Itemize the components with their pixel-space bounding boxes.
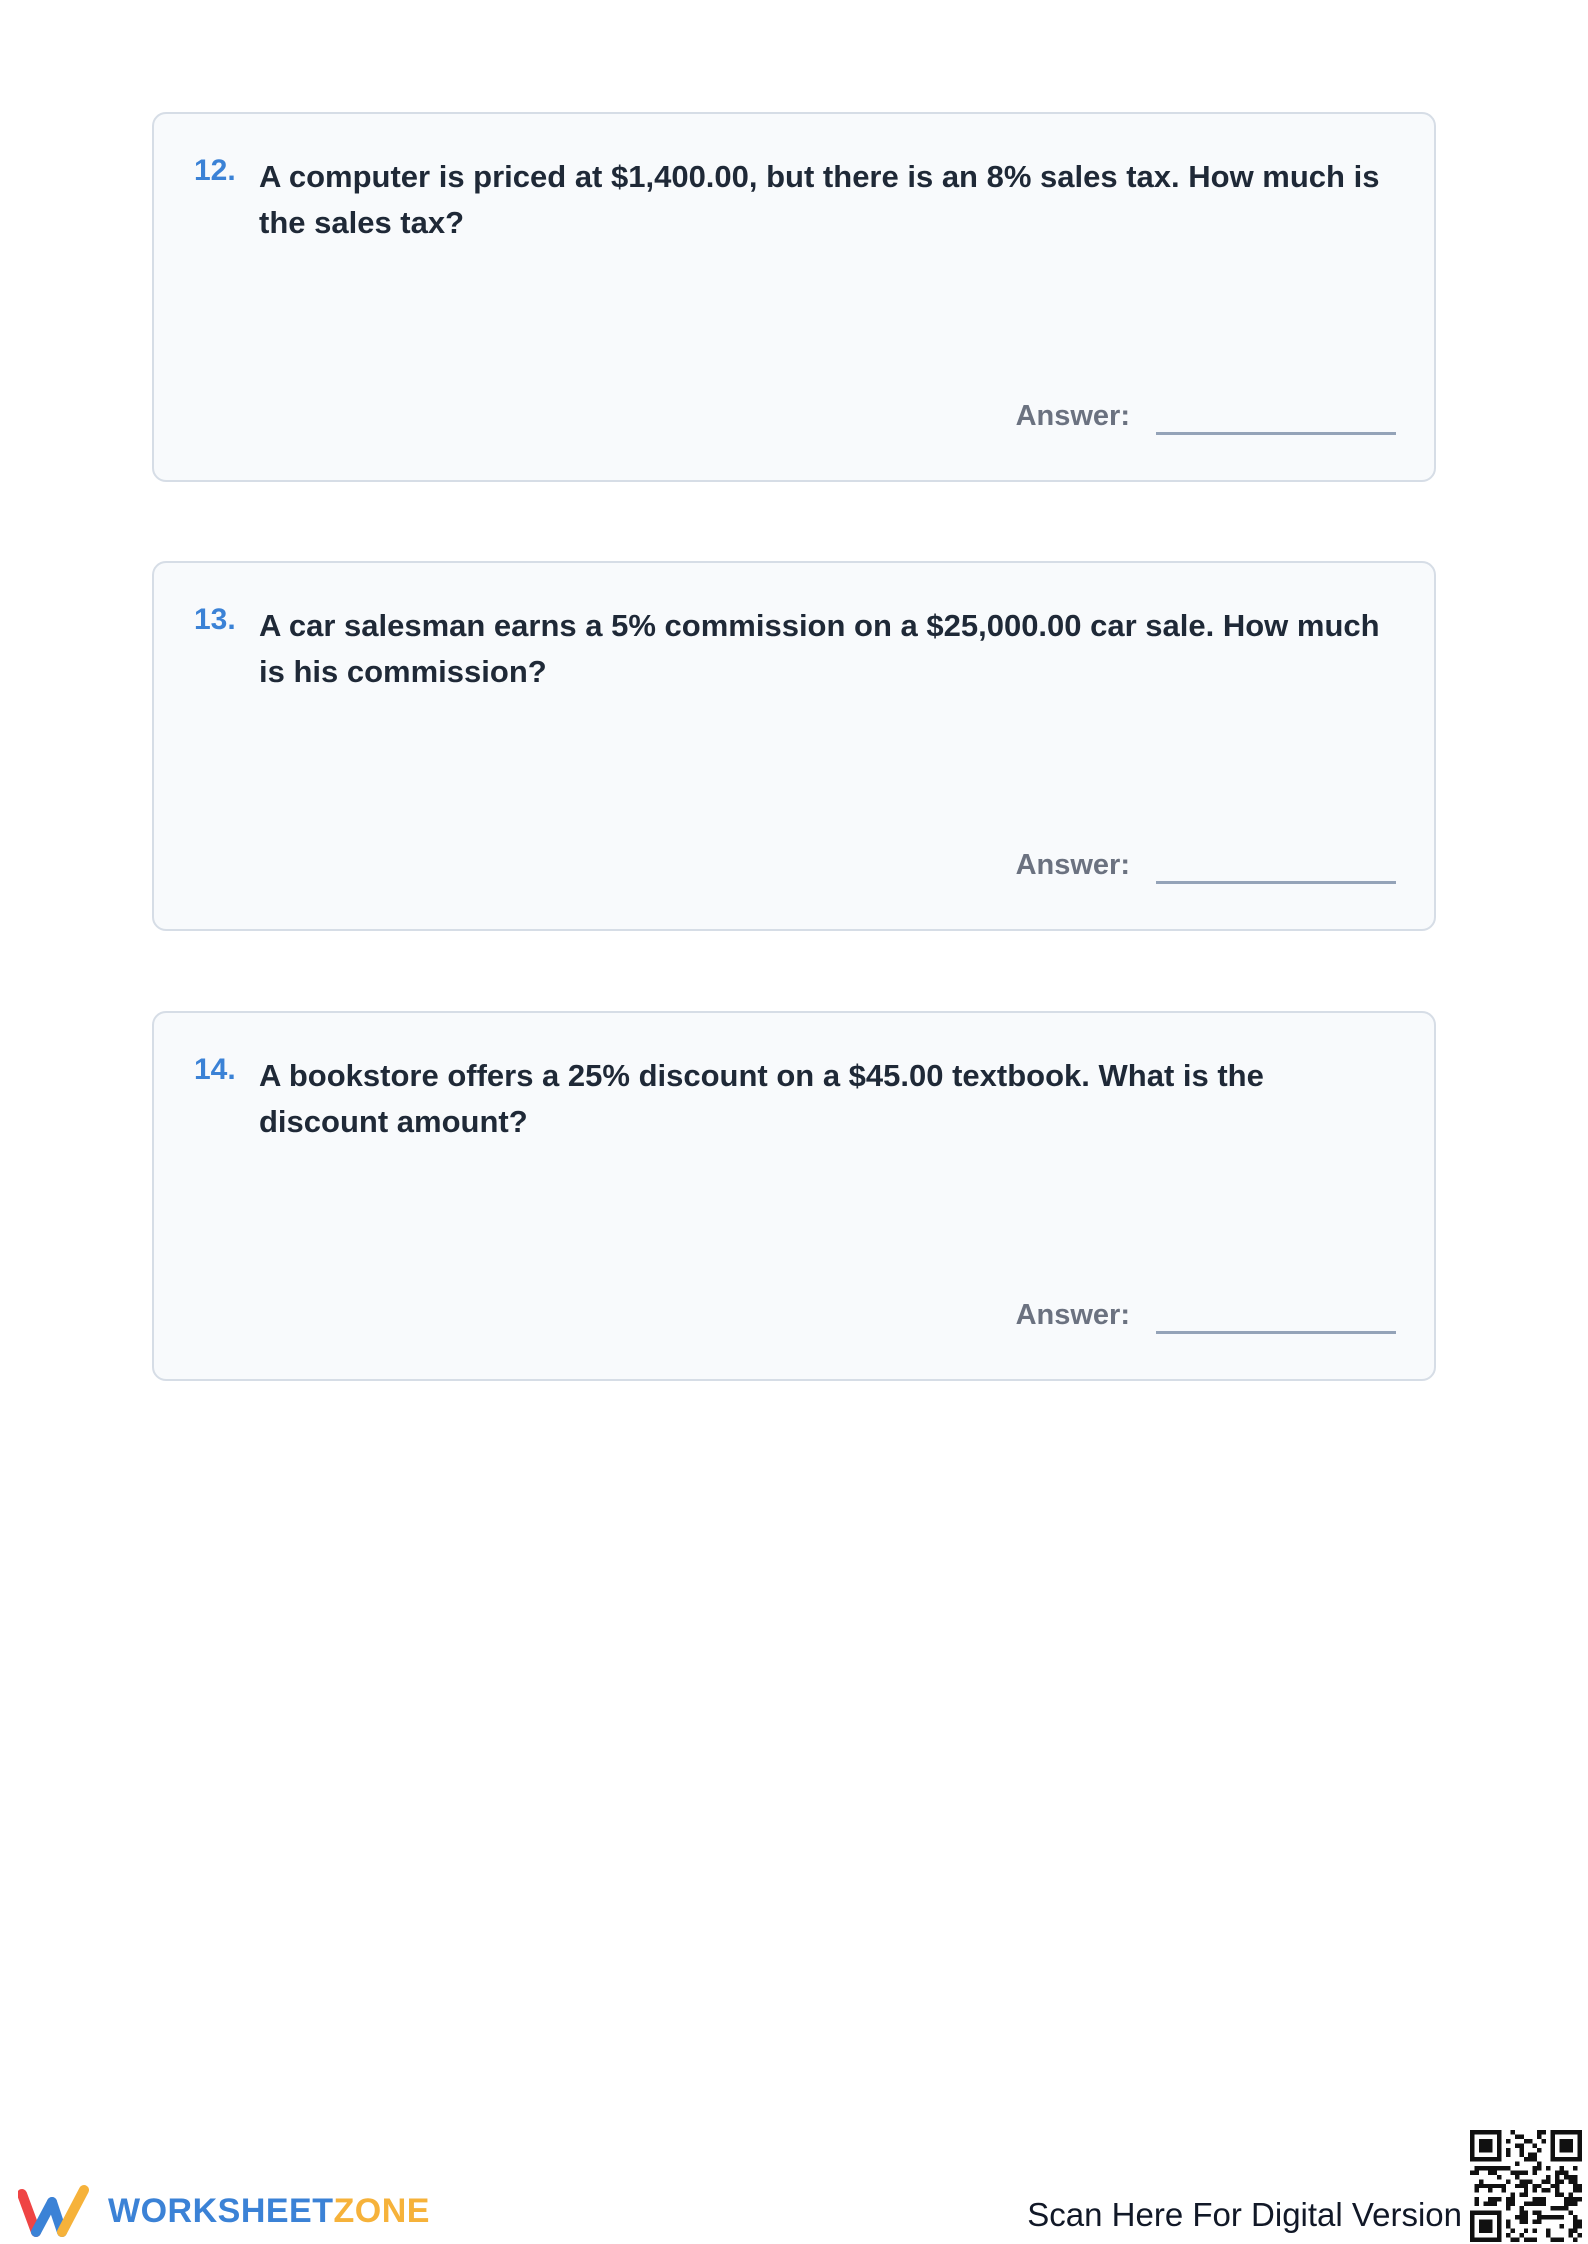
- scan-instruction: Scan Here For Digital Version: [1027, 2196, 1462, 2233]
- answer-line[interactable]: [1156, 432, 1396, 435]
- answer-label: Answer:: [1015, 400, 1130, 432]
- answer-line[interactable]: [1156, 1331, 1396, 1334]
- question-text: A bookstore offers a 25% discount on a $45.00 textbook. What is the discount amount?: [259, 1058, 1264, 1139]
- qr-code-icon[interactable]: [1470, 2130, 1582, 2242]
- question-card: [152, 1011, 1436, 1381]
- logo-wordmark: [108, 2192, 430, 2231]
- question-number: 12.: [194, 154, 236, 187]
- question-number: 13.: [194, 603, 236, 636]
- answer-label: Answer:: [1015, 1299, 1130, 1331]
- logo-wordmark-part1: WORKSHEET: [108, 2191, 334, 2230]
- worksheetzone-logo-icon: [18, 2184, 92, 2238]
- question-number: 14.: [194, 1053, 236, 1086]
- logo-wordmark-part2: ZONE: [333, 2191, 430, 2230]
- footer-logo: [18, 2184, 430, 2238]
- question-text: A computer is priced at $1,400.00, but there is an 8% sales tax. How much is the sales tax?: [259, 159, 1380, 240]
- answer-line[interactable]: [1156, 881, 1396, 884]
- question-text: A car salesman earns a 5% commission on a $25,000.00 car sale. How much is his commission?: [259, 608, 1380, 689]
- answer-label: Answer:: [1015, 849, 1130, 881]
- question-card: [152, 561, 1436, 931]
- question-card: [152, 112, 1436, 482]
